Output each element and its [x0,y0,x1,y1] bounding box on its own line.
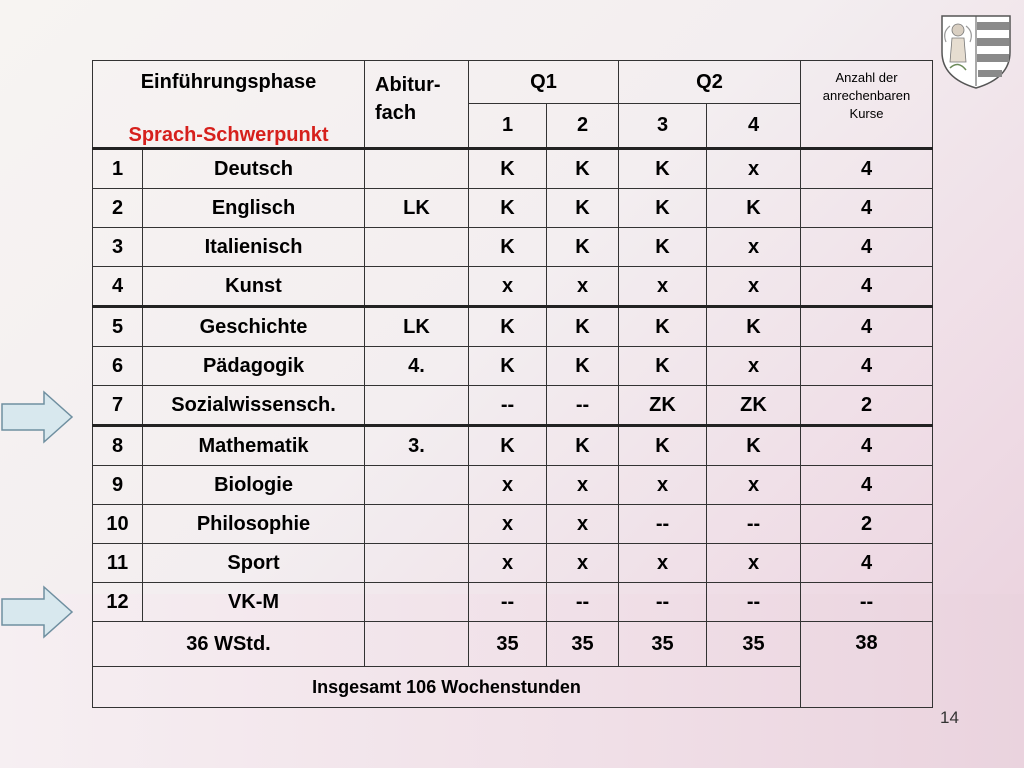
table-row: 6 Pädagogik 4. K K K x 4 [93,347,933,386]
table-row: 12 VK-M -- -- -- -- -- [93,583,933,622]
coat-of-arms [938,12,1014,90]
total-col-1: 35 [469,622,547,667]
table-row: 4 Kunst x x x x 4 [93,267,933,307]
total-col-2: 35 [547,622,619,667]
q1-header: Q1 [469,61,619,104]
subject-name: Biologie [143,466,365,505]
page-subtitle: Sprach-Schwerpunkt [128,124,329,146]
table-row: 3 Italienisch K K K x 4 [93,228,933,267]
totals-row [93,622,933,667]
table-row: 8 Mathematik 3. K K K K 4 [93,426,933,466]
subject-name: Mathematik [143,426,365,466]
total-anzahl: 38 [801,622,933,708]
table-row: 11 Sport x x x x 4 [93,544,933,583]
subject-name: Philosophie [143,505,365,544]
subject-name: Italienisch [143,228,365,267]
page-number: 14 [940,708,959,727]
subject-name: Sozialwissensch. [143,386,365,426]
semester-1-header: 1 [469,104,547,149]
course-table [92,60,933,708]
right-arrow-icon [0,390,74,444]
total-col-4: 35 [707,622,801,667]
table-row: 2 Englisch LK K K K K 4 [93,189,933,228]
abitur-header: Abitur- fach [365,61,469,149]
table-row: 5 Geschichte LK K K K K 4 [93,307,933,347]
table-row: 10 Philosophie x x -- -- 2 [93,505,933,544]
subject-name: Sport [143,544,365,583]
subject-name: Kunst [143,267,365,307]
table-row: 9 Biologie x x x x 4 [93,466,933,505]
total-col-3: 35 [619,622,707,667]
semester-4-header: 4 [707,104,801,149]
semester-3-header: 3 [619,104,707,149]
page-title: Einführungsphase [140,71,317,93]
subject-name: Pädagogik [143,347,365,386]
semester-2-header: 2 [547,104,619,149]
subject-name: Englisch [143,189,365,228]
subject-name: VK-M [143,583,365,622]
subject-name: Deutsch [143,149,365,189]
table-row: 1 Deutsch K K K x 4 [93,149,933,189]
table-row: 7 Sozialwissensch. -- -- ZK ZK 2 [93,386,933,426]
q2-header: Q2 [619,61,801,104]
anzahl-header: Anzahl der anrechenbaren Kurse [801,61,933,149]
summary-text: Insgesamt 106 Wochenstunden [93,667,801,708]
subject-name: Geschichte [143,307,365,347]
title-cell [93,61,365,149]
total-wstd: 36 WStd. [93,622,365,667]
right-arrow-icon [0,585,74,639]
